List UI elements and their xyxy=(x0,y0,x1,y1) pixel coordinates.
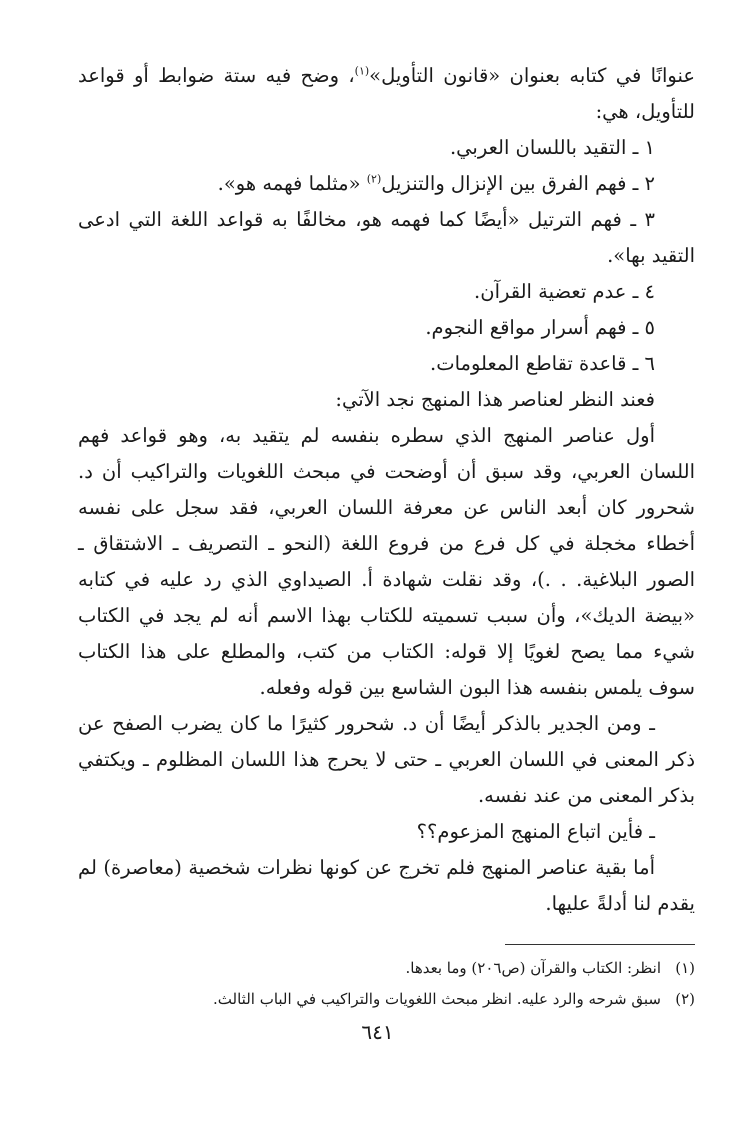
paragraph-text: ، وضح فيه ستة ضوابط أو قواعد للتأويل، هي: xyxy=(78,64,695,123)
paragraph xyxy=(78,274,695,310)
paragraph-text: عنوانًا في كتابه بعنوان «قانون التأويل» xyxy=(369,64,695,87)
footnote-text: انظر: الكتاب والقرآن (ص٢٠٦) وما بعدها. xyxy=(405,959,661,977)
paragraph-text: ٢ ـ فهم الفرق بين الإنزال والتنزيل xyxy=(381,172,655,195)
paragraph-text: أما بقية عناصر المنهج فلم تخرج عن كونها نظرات شخصية (معاصرة) لم يقدم لنا أدلةً عليها. xyxy=(78,856,695,915)
footnote-number: (٢) xyxy=(675,990,695,1008)
footnote-text: سبق شرحه والرد عليه. انظر مبحث اللغويات والتراكيب في الباب الثالث. xyxy=(213,990,661,1008)
main-text xyxy=(78,58,695,922)
paragraph-text: ١ ـ التقيد باللسان العربي. xyxy=(449,136,655,159)
footnote xyxy=(78,984,695,1015)
footnote-number: (١) xyxy=(675,959,695,977)
paragraph xyxy=(78,346,695,382)
paragraph-text: ٤ ـ عدم تعضية القرآن. xyxy=(474,280,655,303)
paragraph-text: «مثلما فهمه هو». xyxy=(217,172,367,195)
footnote-separator xyxy=(505,944,695,945)
paragraph-text: أول عناصر المنهج الذي سطره بنفسه لم يتقيد به، وهو قواعد فهم اللسان العربي، وقد سبق أن أوضحت في مبحث اللغويات والتراكيب أن د. شحرور كان أبعد الناس عن معرفة اللسان العربي، فقد سجل على نفسه أخطاء مخجلة في كل فرع من فروع اللغة (النحو ـ التصريف ـ الاشتقاق ـ الصور البلاغية. . .)، وقد نقلت شهادة أ. الصيداوي الذي رد عليه في كتابه «بيضة الديك»، وأن سبب تسميته للكتاب بهذا الاسم أنه لم يجد في الكتاب شيء مما يصح لغويًا إلا قوله: الكتاب من كتب، والمطلع على هذا الكتاب سوف يلمس بنفسه هذا البون الشاسع بين قوله وفعله. xyxy=(78,424,695,699)
paragraph xyxy=(78,166,695,202)
footnote-marker: (١) xyxy=(354,64,370,78)
paragraph xyxy=(78,58,695,130)
paragraph-text: ٦ ـ قاعدة تقاطع المعلومات. xyxy=(430,352,655,375)
paragraph xyxy=(78,382,695,418)
footnote-marker: (٢) xyxy=(366,172,382,186)
page-number: ٦٤١ xyxy=(361,1020,394,1044)
paragraph-text: ٥ ـ فهم أسرار مواقع النجوم. xyxy=(425,316,655,339)
paragraph-text: ـ فأين اتباع المنهج المزعوم؟؟ xyxy=(416,820,655,843)
footnote xyxy=(78,953,695,984)
paragraph xyxy=(78,418,695,706)
paragraph-text: ـ ومن الجدير بالذكر أيضًا أن د. شحرور كثيرًا ما كان يضرب الصفح عن ذكر المعنى في اللسان العربي ـ حتى لا يحرج هذا اللسان المظلوم ـ ويكتفي بذكر المعنى من عند نفسه. xyxy=(78,712,695,807)
paragraph xyxy=(78,850,695,922)
paragraph xyxy=(78,310,695,346)
paragraph-text: فعند النظر لعناصر هذا المنهج نجد الآتي: xyxy=(335,388,655,411)
paragraph xyxy=(78,814,695,850)
paragraph-text: ٣ ـ فهم الترتيل «أيضًا كما فهمه هو، مخالفًا به قواعد اللغة التي ادعى التقيد بها». xyxy=(78,208,695,267)
paragraph xyxy=(78,706,695,814)
paragraph xyxy=(78,130,695,166)
paragraph xyxy=(78,202,695,274)
footnotes xyxy=(78,953,695,1015)
